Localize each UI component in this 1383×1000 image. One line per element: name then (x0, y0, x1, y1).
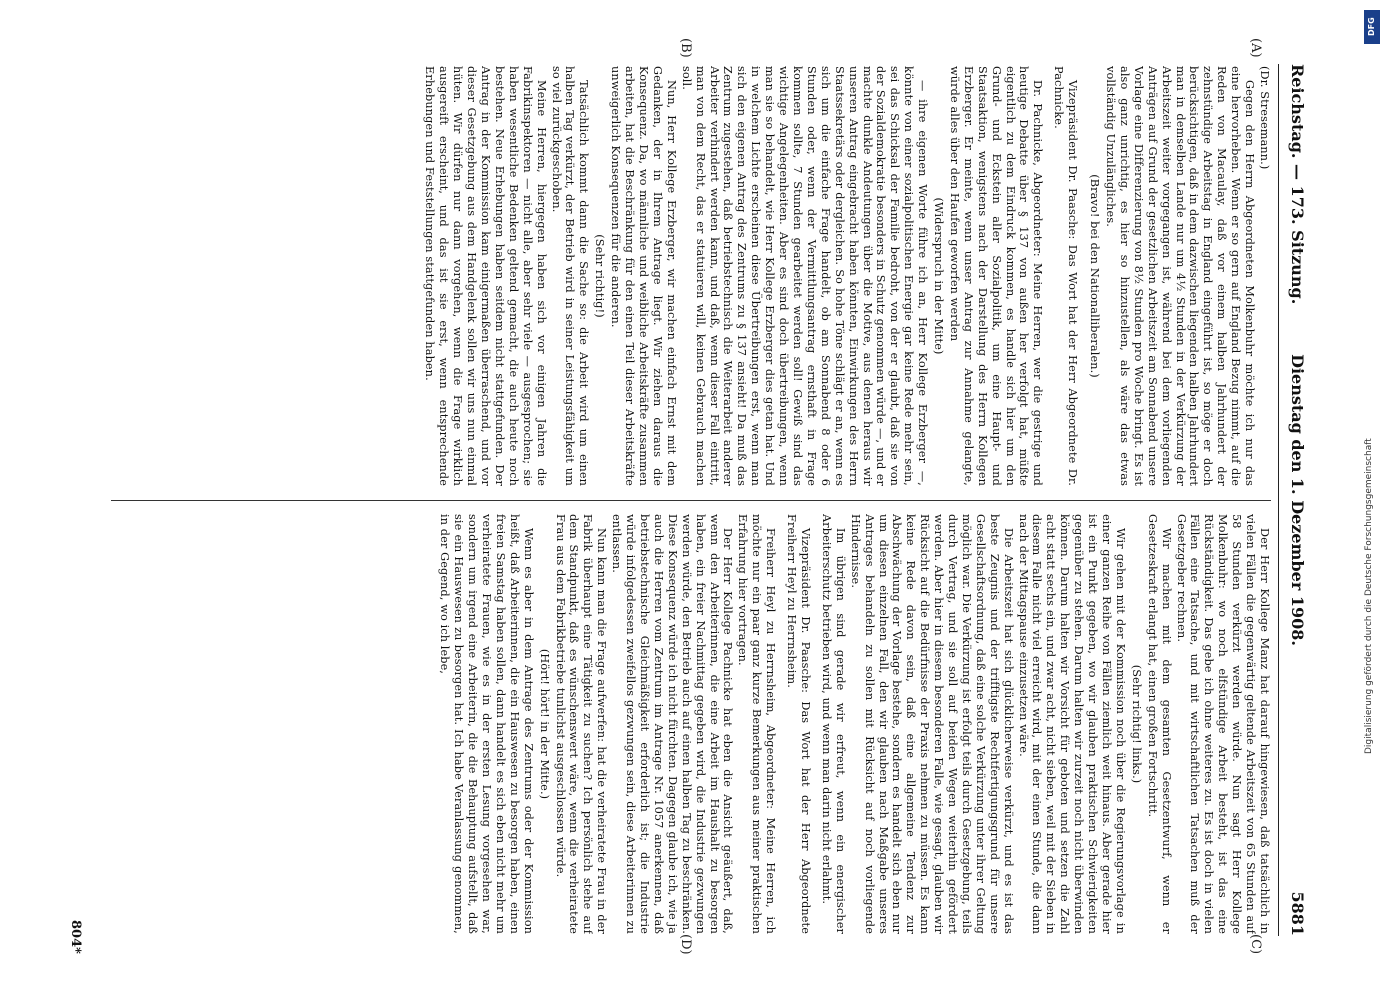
paragraph: Gegen den Herrn Abgeordneten Molkenbuhr möchte ich nur das eine hervorheben. Wenn er so gern auf England Bezug nimmt, auf die Reden von Macaulay, daß vor einem halben Jahrhundert der zehnstündige Arbeitstag in England eingeführt ist, so möge er doch berücksichtigen, daß in dem dazwischen liegenden halben Jahrhundert man in demselben Lande nur um 4½ Stunden in der Verkürzung der Arbeitszeit weiter vorgegangen ist, während bei dem vorliegenden Anträgen auf Grund der gesetzlichen Arbeitszeit am Sonnabend unsere Vorlage eine Differenzierung von 8½ Stunden pro Woche bringt. Es ist also ganz unrichtig, es hier so hinzustellen, als wäre das etwas vollständig Unzulängliches. (1104, 66, 1257, 486)
interjection: (Sehr richtig! links.) (1129, 664, 1143, 784)
interjection: (Widerspruch in der Mitte) (932, 197, 946, 355)
vice-president-remark: Vizepräsident Dr. Paasche: Das Wort hat der Herr Abgeordnete Dr. Pachnicke. (1052, 66, 1080, 486)
signature-mark: 804* (68, 920, 83, 954)
right-column (101, 514, 1271, 934)
paragraph: Nun kann man die Frage aufwerfen: hat die verheiratete Frau in der Fabrik überhaupt eine Tätigkeit zu suchen? Ich persönlich stehe auf dem Standpunkt, daß es wünschenswert wäre, wenn die verheiratete Frau aus dem Fabrikbetriebe tunlichst ausgeschlossen würde. (553, 514, 609, 934)
paragraph: Dr. Pachnicke, Abgeordneter: Meine Herren, wer die gestrige und heutige Debatte über § 137 von außen her verfolgt hat, müßte eigentlich zu dem Eindruck kommen, es handle sich hier um den Grund- und Eckstein aller Sozialpolitik, um eine Haupt- und Staatsaktion, wenigstens nach der Darstellung des Herrn Kollegen Erzberger. Er meinte, wenn unser Antrag zur Annahme gelangte, würde alles über den Haufen geworfen werden (947, 66, 1045, 486)
credit-text: Digitalisierung gefördert durch die Deutsche Forschungsgemeinschaft (1364, 438, 1374, 754)
paragraph: — ihre eigenen Worte führe ich an, Herr Kollege Erzberger —, könnte von einer sozialpolitischen Energie gar keine Rede mehr sein, sei das Schicksal der Familie bedroht, von der er glaubt, daß sie von der Sozialdemokratie besonders in Schutz genommen würde —, und er machte dunkle Andeutungen über die Motive, aus denen heraus wir unseren Antrag eingebracht haben könnten, Einwirkungen des Herrn Staatssekretärs oder dergleichen. So hohe Töne schlägt er an, wenn es sich um die einfache Frage handelt, ob am Sonnabend 8 oder 6 Stunden oder, wenn der Vermittlungsantrag ernsthaft in Frage kommen sollte, 7 Stunden gearbeitet werden soll! Gewiß sind das wichtige Angelegenheiten. Aber es sind doch übertreibungen, wenn man sie so behandelt, wie Herr Kollege Erzberger dies getan hat. Und in welchem Lichte erscheinen diese Übertreibungen erst, wenn man sich den eigenen Antrag des Zentrums zu § 137 ansieht! Da muß das Zentrum zugestehen, daß betriebstechnisch die Weiterarbeit anderer Arbeiter verhindert werden kann, und daß, wenn dieser Fall eintritt, man von dem Recht, das er statuieren will, keinen Gebrauch machen soll. (679, 66, 930, 486)
dfg-logo: DFG (1364, 10, 1380, 44)
paragraph: Nun, Herr Kollege Erzberger, wir machen einfach Ernst mit dem Gedanken, der in Ihrem Antrage liegt. Wir ziehen daraus die Konsequenz. Da, wo männliche und weibliche Arbeitskräfte zusammen arbeiten, hat die Beschränkung für den einen Teil dieser Arbeitskräfte unweigerlich Konsequenzen für die anderen. (609, 66, 678, 486)
interjection: (Hört! hört! in der Mitte.) (537, 648, 551, 800)
margin-marker-c: (C) (1248, 934, 1263, 955)
paragraph: Meine Herren, hiergegen haben sich vor einigen Jahren die Fabrikinspektoren — nicht alle, aber sehr viele — ausgesprochen; sie haben wesentliche Bedenken geltend gemacht, die auch heute noch bestehen. Neue Erhebungen haben seitdem nicht stattgefunden. Der Antrag in der Kommission kam einigermaßen überraschend, und vor dieser Gesetzgebung aus dem Handgelenk sollen wir uns nun einmal hüten. Wir dürfen nur dann vorgehen, wenn die Frage wirklich ausgereift erscheint, und das ist sie erst, wenn entsprechende Erhebungen und Feststellungen stattgefunden haben. (423, 66, 548, 486)
left-column (101, 66, 1271, 486)
paragraph: Im übrigen sind gerade wir erfreut, wenn ein energischer Arbeiterschutz betrieben wird, und wenn man darin nicht erlahmt. (819, 514, 847, 934)
previous-speaker: (Dr. Stresemann.) (1258, 66, 1271, 170)
paragraph: Wir machen mit dem gesamten Gesetzentwurf, wenn er Gesetzeskraft erlangt hat, einen großen Fortschritt. (1145, 514, 1173, 934)
paragraph: Der Herr Kollege Manz hat darauf hingewiesen, daß tatsächlich in vielen Fällen die gegenwärtig geltende Arbeitszeit von 65 Stunden auf 58 Stunden verkürzt werden würde. Nun sagt Herr Kollege Molkenbuhr: wo noch elfstündige Arbeit besteht, ist das eine Rückständigkeit. Das gebe ich ohne weiteres zu. Es ist doch in vielen Fällen eine Tatsache, und mit wirtschaftlichen Tatsachen muß der Gesetzgeber rechnen. (1174, 514, 1271, 934)
paragraph: Die Arbeitszeit hat sich glücklicherweise verkürzt, und es ist das beste Zeugnis und der trifftigste Rechtfertigungsgrund für unsere Gesellschaftsordnung, daß eine solche Verkürzung unter ihrer Geltung möglich war. Die Verkürzung ist erfolgt teils durch Gesetzgebung, teils durch Vertrag, und sie soll auf beiden Wegen weiterhin gefördert werden. Aber hier in diesem besonderen Falle, wie gesagt, glauben wir Rücksicht auf die Bedürfnisse der Praxis nehmen zu müssen. Es kann keine Rede davon sein, daß eine allgemeine Tendenz zur Abschwächung der Vorlage bestehe, sondern es handelt sich eben nur um diesen einzelnen Fall, den wir glauben nach Maßgabe unseres Antrages behandeln zu sollen mit Rücksicht auf noch vorliegende Hindernisse. (848, 514, 1015, 934)
margin-marker-d: (D) (678, 934, 693, 955)
paragraph: Wir gehen mit der Kommission noch über die Regierungsvorlage in einer ganzen Reihe von Fällen ziemlich weit hinaus. Aber gerade hier ist ein Punkt gegeben, wo wir glauben praktischen Schwierigkeiten gegenüber zu stehen. Darum halten wir zurzeit noch nicht überwinden können. Darum halten wir Vorsicht für geboten und setzen die Zahl acht statt sechs ein, und zwar acht, nicht sieben, weil mit der Sieben in diesem Falle nicht viel erreicht wird, mit der einen Stunde, die dann nach der Mittagspause einzusetzen wäre. (1016, 514, 1127, 934)
header-center-date: Dienstag den 1. Dezember 1908. (1288, 354, 1307, 646)
header-left: Reichstag. — 173. Sitzung. (1288, 64, 1307, 305)
header-page-number: 5881 (1288, 891, 1307, 936)
paragraph: Wenn es aber in dem Antrage des Zentrums oder der Kommission heißt, daß Arbeiterinnen, die ein Hauswesen zu besorgen haben, einen freien Samstag haben sollen, dann handelt es sich eben nicht mehr um verheiratete Frauen, wie es in der ersten Lesung vorgesehen war, sondern um irgend eine Arbeiterin, die die Behauptung aufstellt, daß sie ein Hauswesen zu besorgen hat. Ich habe Veranlassung genommen, in der Gegend, wo ich lebe, (438, 514, 535, 934)
margin-marker-b: (B) (678, 38, 693, 58)
applause-note: (Bravo! bei den Nationalliberalen.) (1088, 174, 1102, 378)
paragraph: Tatsächlich kommt dann die Sache so: die Arbeit wird um einen halben Tag verkürzt, der Betrieb wird in seiner Leistungsfähigkeit um so viel zurückgeschoben. (549, 66, 591, 486)
vice-president-remark: Vizepräsident Dr. Paasche: Das Wort hat der Herr Abgeordnete Freiherr Heyl zu Herrnsheim. (785, 514, 812, 934)
paragraph: Der Herr Kollege Pachnicke hat eben die Ansicht geäußert, daß, wenn den Arbeiterinnen, die eine Arbeit im Haushalt zu besorgen haben, ein freier Nachmittag gegeben wird, die Industrie gezwungen werden würde, den Betrieb auch auf einen halben Tag zu beschränken. Diese Konsequenz würde ich nicht fürchten. Dagegen glaube ich, wie ja auch die Herren vom Zentrum im Antrage Nr. 1057 anerkennen, daß betriebstechnische Gleichmäßigkeit erforderlich ist; die Industrie würde infolgedessen zweifellos gezwungen sein, diese Arbeiterinnen zu entlassen. (610, 514, 735, 934)
margin-marker-a: (A) (1248, 38, 1263, 58)
running-header (1278, 64, 1313, 936)
interjection: (Sehr richtig!) (593, 234, 607, 318)
paragraph: Freiherr Heyl zu Herrnsheim, Abgeordneter: Meine Herren, ich möchte nur ein paar ganz kurze Bemerkungen aus meiner praktischen Erfahrung hier vortragen. (736, 514, 778, 934)
digitization-credit (1364, 10, 1380, 990)
column-divider (111, 500, 1271, 501)
